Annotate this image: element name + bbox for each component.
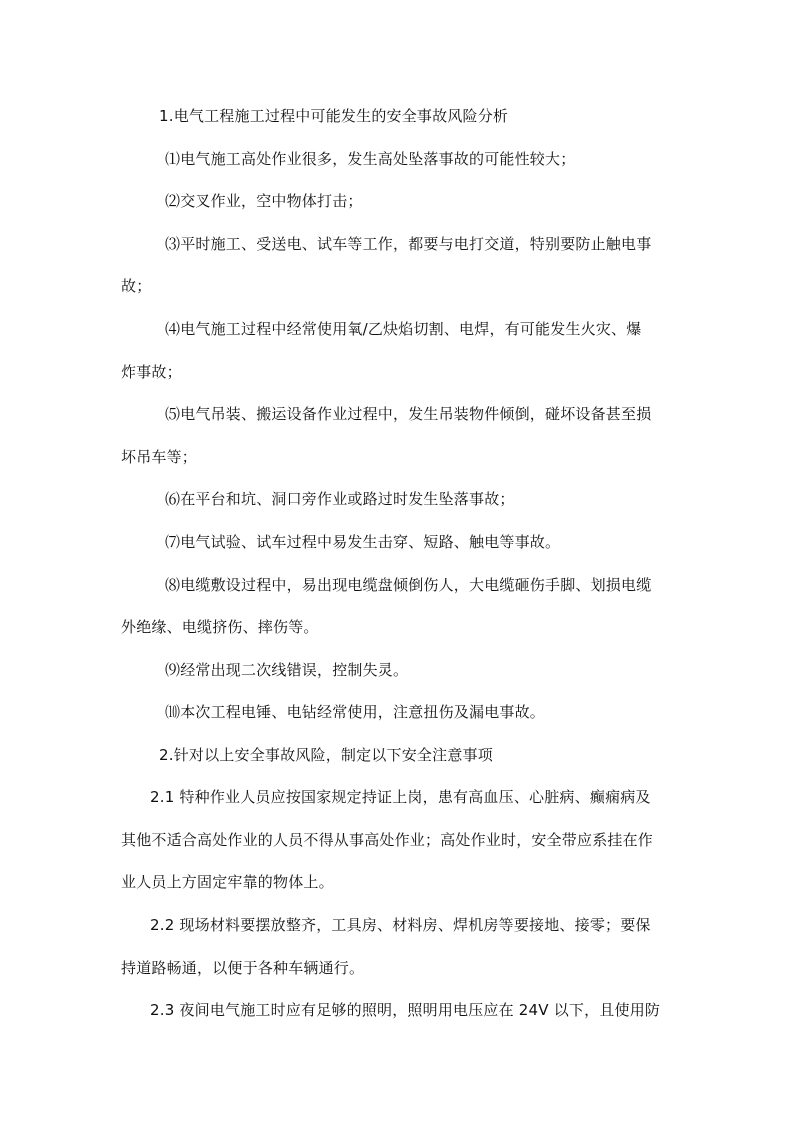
list-item-5: ⑸电气吊装、搬运设备作业过程中，发生吊装物件倾倒，碰坏设备甚至损 [165,405,652,423]
list-item-4: ⑷电气施工过程中经常使用氧/乙炔焰切割、电焊，有可能发生火灾、爆 [165,320,642,338]
list-item-3-cont: 故； [121,277,152,295]
list-item-8-cont: 外绝缘、电缆挤伤、摔伤等。 [121,618,319,636]
paragraph-2-1-cont-2: 业人员上方固定牢靠的物体上。 [121,873,334,891]
list-item-4-cont: 炸事故； [121,363,182,381]
paragraph-2-3: 2.3 夜间电气施工时应有足够的照明，照明用电压应在 24V 以下，且使用防 [150,1001,661,1019]
paragraph-2-2-cont: 持道路畅通，以便于各种车辆通行。 [121,959,365,977]
section-heading-1: 1.电气工程施工过程中可能发生的安全事故风险分析 [159,107,509,125]
list-item-10: ⑽本次工程电锤、电钻经常使用，注意扭伤及漏电事故。 [165,703,546,721]
list-item-8: ⑻电缆敷设过程中，易出现电缆盘倾倒伤人，大电缆砸伤手脚、划损电缆 [165,576,652,594]
list-item-6: ⑹在平台和坑、洞口旁作业或路过时发生坠落事故； [165,490,515,508]
paragraph-2-2: 2.2 现场材料要摆放整齐，工具房、材料房、焊机房等要接地、接零；要保 [150,916,651,934]
paragraph-2-1-cont-1: 其他不适合高处作业的人员不得从事高处作业；高处作业时，安全带应系挂在作 [121,831,654,849]
list-item-2: ⑵交叉作业，空中物体打击； [165,192,363,210]
paragraph-2-1: 2.1 特种作业人员应按国家规定持证上岗，患有高血压、心脏病、癫痫病及 [150,788,651,806]
list-item-3: ⑶平时施工、受送电、试车等工作，都要与电打交道，特别要防止触电事 [165,235,652,253]
list-item-1: ⑴电气施工高处作业很多，发生高处坠落事故的可能性较大； [165,150,576,168]
list-item-7: ⑺电气试验、试车过程中易发生击穿、短路、触电等事故。 [165,533,561,551]
list-item-9: ⑼经常出现二次线错误，控制失灵。 [165,661,409,679]
list-item-5-cont: 坏吊车等； [121,448,198,466]
section-heading-2: 2.针对以上安全事故风险，制定以下安全注意事项 [159,746,493,764]
